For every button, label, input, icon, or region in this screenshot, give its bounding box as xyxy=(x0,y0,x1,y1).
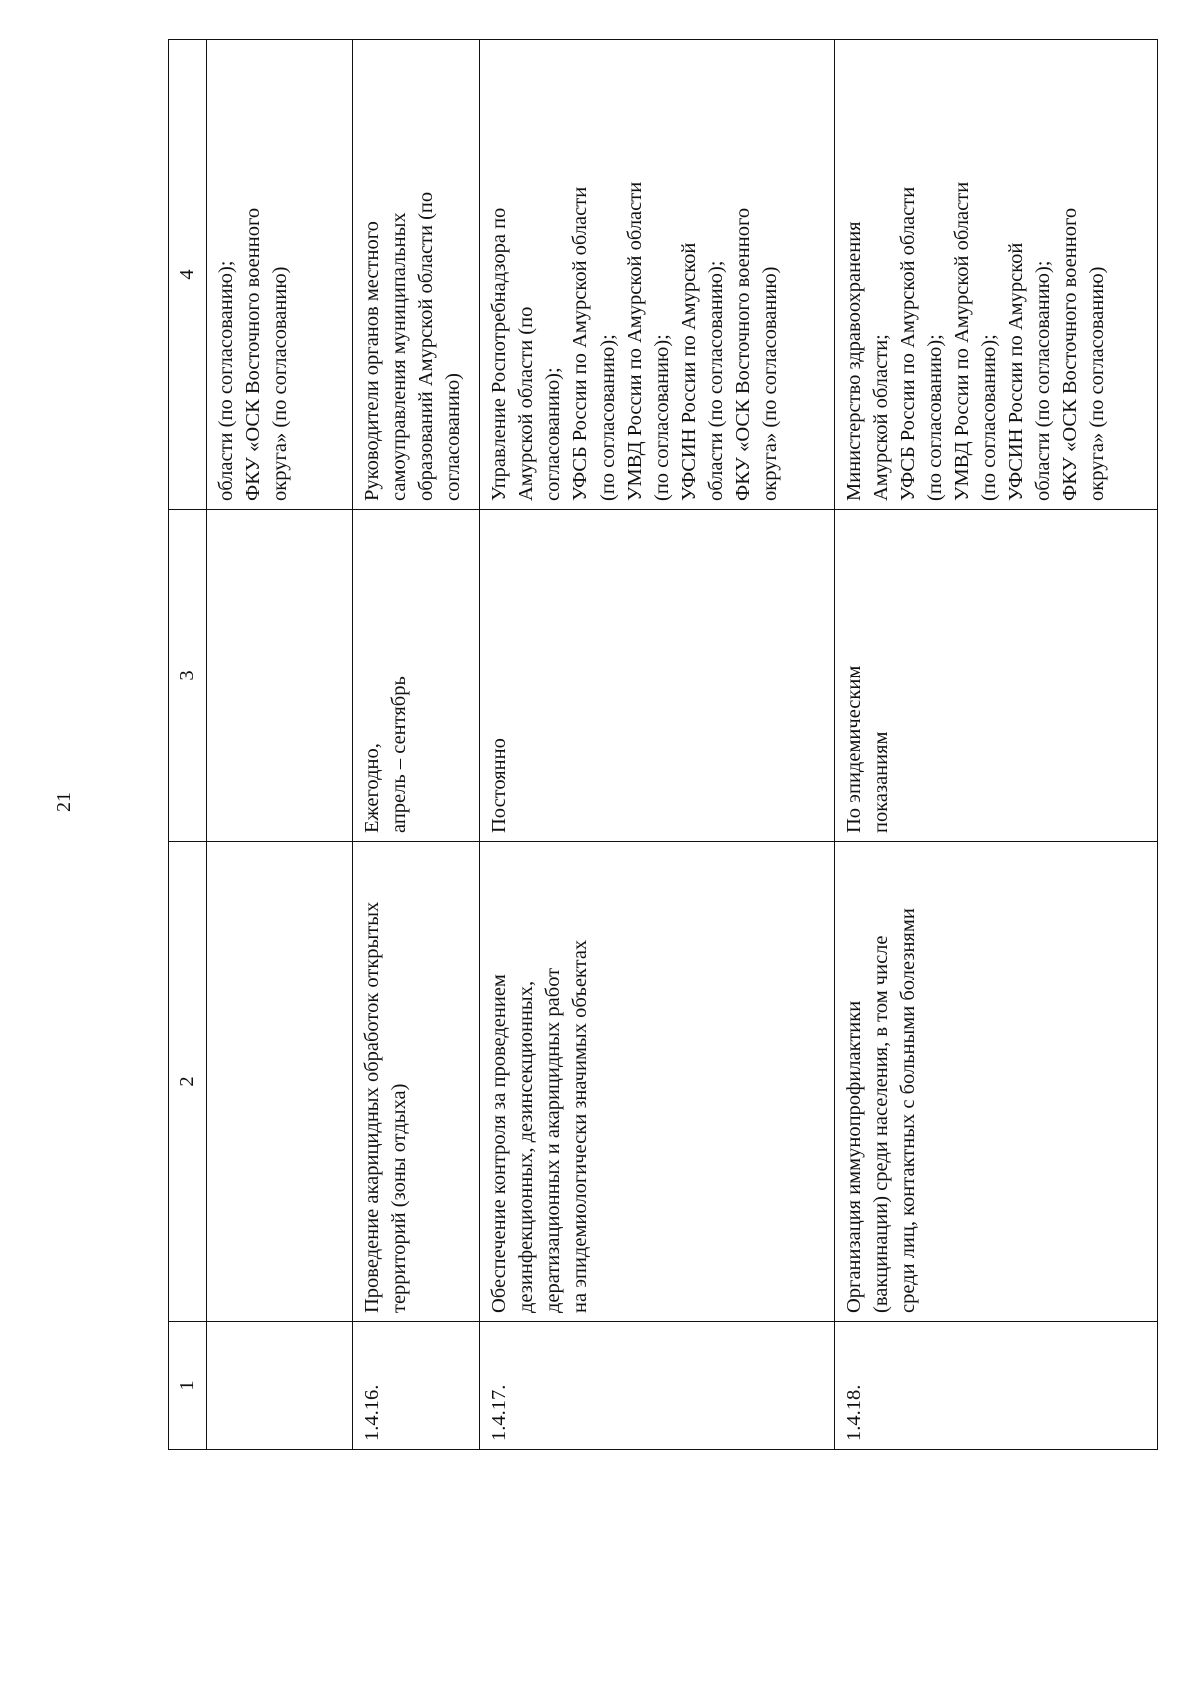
page-number: 21 xyxy=(53,792,75,812)
text-line: Ежегодно, xyxy=(361,743,384,833)
text-line: области (по согласованию); xyxy=(215,260,238,501)
measures-table xyxy=(168,39,1158,1450)
text-line: УФСБ России по Амурской области xyxy=(897,186,920,501)
text-line: области (по согласованию); xyxy=(704,260,727,501)
text-line: области (по согласованию); xyxy=(1032,260,1055,501)
table-row xyxy=(480,40,835,1450)
text-line: Министерство здравоохранения xyxy=(843,221,866,501)
cell-period xyxy=(353,510,480,842)
text-line: на эпидемиологически значимых объектах xyxy=(569,939,592,1313)
text-line: Руководители органов местного xyxy=(361,221,384,501)
text-line: УМВД России по Амурской области xyxy=(623,181,646,501)
text-line: ФКУ «ОСК Восточного военного xyxy=(731,207,754,501)
text-line: Амурской области; xyxy=(870,334,893,501)
cell-activity xyxy=(207,842,353,1322)
cell-period xyxy=(835,510,1158,842)
text-line: УФСБ России по Амурской области xyxy=(569,186,592,501)
text-line: образований Амурской области (по xyxy=(415,191,438,501)
cell-num: 1.4.16. xyxy=(353,1322,480,1450)
cell-executors xyxy=(835,40,1158,510)
text-line: Амурской области (по xyxy=(515,306,538,501)
text-line: среди лиц, контактных с больными болезнями xyxy=(897,908,920,1313)
cell-executors xyxy=(480,40,835,510)
cell-executors xyxy=(353,40,480,510)
cell-executors xyxy=(207,40,353,510)
text-line: Организация иммунопрофилактики xyxy=(843,1000,866,1313)
header-col-2: 2 xyxy=(169,842,207,1322)
text-line: По эпидемическим xyxy=(843,665,866,833)
cell-num: 1.4.18. xyxy=(835,1322,1158,1450)
text-line: согласованию); xyxy=(542,367,565,501)
cell-activity xyxy=(480,842,835,1322)
text-line: (вакцинации) среди населения, в том числе xyxy=(870,935,893,1313)
text-line: апрель – сентябрь xyxy=(388,676,411,833)
text-line: (по согласованию); xyxy=(596,334,619,501)
text-line: (по согласованию); xyxy=(650,334,673,501)
text-line: Обеспечение контроля за проведением xyxy=(488,974,511,1313)
header-row xyxy=(169,40,207,1450)
header-col-1: 1 xyxy=(169,1322,207,1450)
text-line: территорий (зоны отдыха) xyxy=(388,1083,411,1313)
table-row-continuation xyxy=(207,40,353,1450)
text-line: округа» (по согласованию) xyxy=(758,266,781,501)
text-line: (по согласованию); xyxy=(978,334,1001,501)
text-line: округа» (по согласованию) xyxy=(269,266,292,501)
header-col-4: 4 xyxy=(169,40,207,510)
text-line: ФКУ «ОСК Восточного военного xyxy=(1059,207,1082,501)
cell-num xyxy=(207,1322,353,1450)
text-line: самоуправления муниципальных xyxy=(388,212,411,501)
cell-activity xyxy=(353,842,480,1322)
cell-period xyxy=(480,510,835,842)
text-line: дератизационных и акарицидных работ xyxy=(542,967,565,1313)
text-line: показаниям xyxy=(870,731,893,833)
cell-activity xyxy=(835,842,1158,1322)
text-line: (по согласованию); xyxy=(924,334,947,501)
text-line: УФСИН России по Амурской xyxy=(677,242,700,501)
text-line: ФКУ «ОСК Восточного военного xyxy=(242,207,265,501)
table-row xyxy=(835,40,1158,1450)
rotated-table-container xyxy=(168,40,1158,1450)
text-line: УМВД России по Амурской области xyxy=(951,181,974,501)
text-line: УФСИН России по Амурской xyxy=(1005,242,1028,501)
text-line: Постоянно xyxy=(488,738,511,833)
text-line: округа» (по согласованию) xyxy=(1086,266,1109,501)
text-line: дезинфекционных, дезинсекционных, xyxy=(515,980,538,1313)
header-col-3: 3 xyxy=(169,510,207,842)
text-line: Проведение акарицидных обработок открытых xyxy=(361,901,384,1313)
cell-num: 1.4.17. xyxy=(480,1322,835,1450)
text-line: Управление Роспотребнадзора по xyxy=(488,207,511,501)
table-row xyxy=(353,40,480,1450)
text-line: согласованию) xyxy=(442,373,465,501)
cell-period xyxy=(207,510,353,842)
